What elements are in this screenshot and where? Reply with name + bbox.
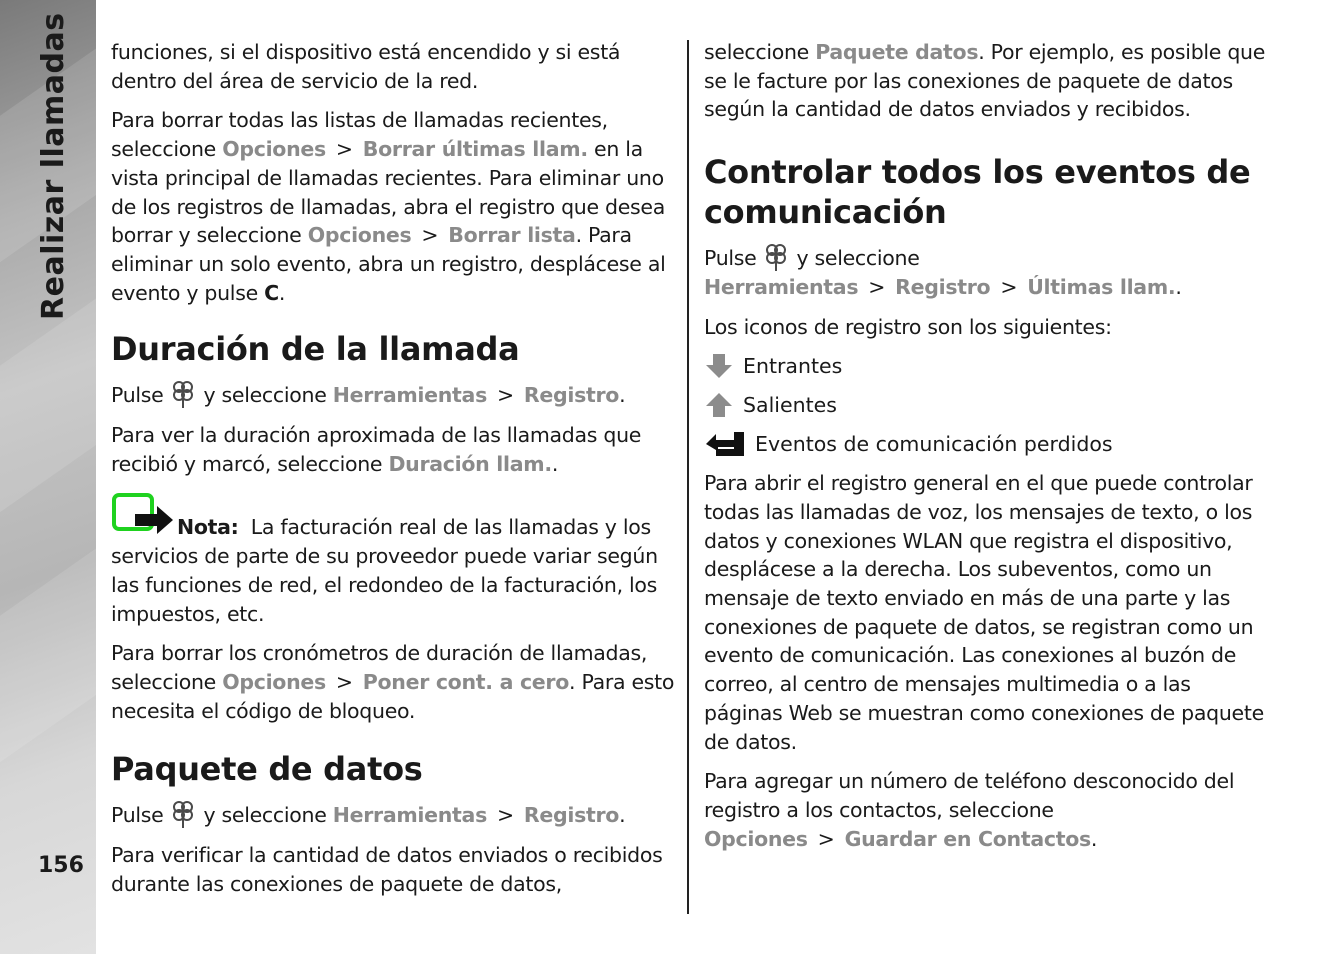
menu-option-poner-cont: Poner cont. a cero	[362, 669, 570, 694]
menu-option-duracion-llam: Duración llam.	[388, 451, 552, 476]
log-icon-row: Salientes	[704, 391, 1270, 419]
menu-option-opciones: Opciones	[307, 223, 412, 248]
menu-key-icon	[762, 242, 790, 272]
menu-option-paquete-datos: Paquete datos	[815, 40, 979, 64]
menu-option-guardar-contactos: Guardar en Contactos	[844, 826, 1091, 851]
menu-option-borrar-ultimas: Borrar últimas llam.	[362, 137, 588, 162]
menu-option-registro: Registro	[895, 274, 991, 299]
paragraph-borrar-cronometros: Para borrar los cronómetros de duración de llamadas, seleccione Opciones > Poner cont. a cero. Para esto necesita el código de bloqueo.	[111, 641, 675, 723]
note-text: La facturación real de las llamadas y los servicios de parte de su proveedor puede variar según las funciones de red, el redondeo de la facturación, los impuestos, etc.	[111, 515, 658, 626]
menu-option-herramientas: Herramientas	[332, 383, 487, 408]
note-icon	[111, 492, 175, 538]
heading-duracion: Duración de la llamada	[111, 330, 520, 369]
paragraph-borrar-listas: Para borrar todas las listas de llamadas recientes, seleccione Opciones > Borrar últimas llam. en la vista principal de llamadas recientes. Para eliminar uno de los registros de llamadas, abra el registro que desea borrar y seleccione Opciones > Borrar lista. Para eliminar un solo evento, abra un registro, desplácese al evento y pulse C.	[111, 108, 666, 305]
menu-option-registro: Registro	[523, 803, 620, 828]
paragraph-controlar-pulse: Pulse y seleccione Herramientas > Registro > Últimas llam..	[704, 242, 1270, 301]
page-number: 156	[38, 853, 84, 878]
chapter-title: Realizar llamadas	[36, 12, 71, 320]
note-label: Nota:	[177, 515, 239, 540]
menu-option-ultimas-llam: Últimas llam.	[1027, 274, 1176, 299]
key-c: C	[264, 280, 279, 305]
menu-option-opciones: Opciones	[222, 137, 326, 162]
paragraph-paquete-pulse: Pulse y seleccione Herramientas > Registro.	[111, 799, 677, 830]
paragraph-duracion-pulse: Pulse y seleccione Herramientas > Registro.	[111, 379, 677, 410]
arrow-up-icon	[704, 391, 734, 419]
log-icon-row: Eventos de comunicación perdidos	[704, 430, 1270, 458]
menu-option-herramientas: Herramientas	[704, 274, 859, 299]
menu-option-opciones: Opciones	[704, 826, 808, 851]
left-column	[111, 38, 677, 909]
missed-call-icon	[704, 430, 746, 458]
column-divider	[687, 40, 689, 914]
paragraph-iconos-intro: Los iconos de registro son los siguientes:	[704, 314, 1112, 339]
paragraph-paquete-cont: seleccione Paquete datos. Por ejemplo, es posible que se le facture por las conexiones de paquete de datos según la cantidad de datos enviados y recibidos.	[704, 40, 1266, 122]
menu-option-borrar-lista: Borrar lista	[448, 223, 576, 248]
menu-option-opciones: Opciones	[222, 669, 326, 694]
right-column	[704, 38, 1270, 864]
menu-option-registro: Registro	[523, 383, 620, 408]
paragraph-paquete-verificar: Para verificar la cantidad de datos enviados o recibidos durante las conexiones de paquete de datos,	[111, 843, 663, 896]
paragraph-duracion-ver: Para ver la duración aproximada de las llamadas que recibió y marcó, seleccione Duración llam..	[111, 423, 642, 476]
menu-option-herramientas: Herramientas	[332, 803, 487, 828]
log-icon-row: Entrantes	[704, 352, 1270, 380]
note	[111, 492, 677, 628]
paragraph: funciones, si el dispositivo está encendido y si está dentro del área de servicio de la red.	[111, 40, 621, 93]
arrow-down-icon	[704, 352, 734, 380]
menu-key-icon	[169, 799, 197, 829]
heading-paquete: Paquete de datos	[111, 750, 423, 789]
sidebar	[0, 0, 96, 954]
heading-controlar: Controlar todos los eventos de comunicación	[704, 153, 1251, 232]
paragraph-registro-general: Para abrir el registro general en el que puede controlar todas las llamadas de voz, los mensajes de texto, o los datos y conexiones WLAN que registra el dispositivo, desplácese a la derecha. Los subeventos, como un mensaje de texto enviado en más de una parte y las conexiones de paquete de datos, se registran como un evento de comunicación. Las conexiones al buzón de correo, al centro de mensajes multimedia o a las páginas Web se muestran como conexiones de paquete de datos.	[704, 471, 1264, 754]
paragraph-agregar-contactos: Para agregar un número de teléfono desconocido del registro a los contactos, seleccione Opciones > Guardar en Contactos.	[704, 769, 1235, 851]
menu-key-icon	[169, 379, 197, 409]
